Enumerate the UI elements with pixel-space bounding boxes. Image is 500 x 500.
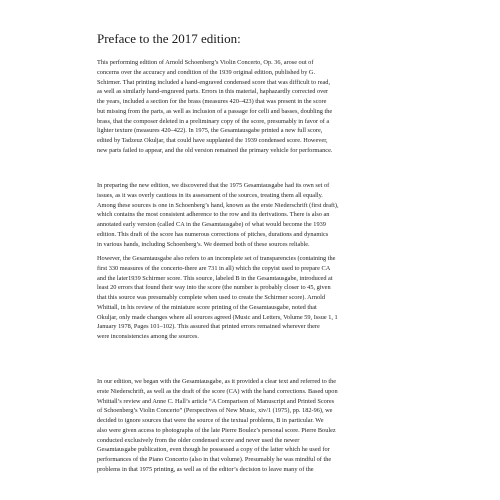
text-line: annotated early version (called CA in the Gesamtausgabe) of what would become the 1939 [97,221,326,228]
text-line: the years, included a section for the brass (measures 420–423) that was present in the score [97,98,327,105]
text-line: Among these sources is one in Schoenberg’s hand, known as the erste Niederschrift (first draft), [97,201,339,209]
text-line: Whittall’s review and Anne C. Hall’s article “A Comparison of Manuscript and Printed Scores [97,397,335,405]
text-line: issues, as it was overly cautious in its assessment of the sources, treating them all equally. [97,191,323,199]
text-line: In our edition, we began with the Gesamtausgabe, as it provided a clear text and referred to the [97,378,337,385]
text-line: problems in that 1975 printing, as well as of the editor’s decision to leave many of the [97,465,314,473]
text-line: new parts failed to appear, and the old version remained the primary vehicle for performance. [97,146,333,154]
text-line: erste Niederschrift, as well as the draft of the score (CA) with the hand corrections. Based upon [97,387,338,395]
text-line: that this source was presumably complete when used to create the Schirmer score). Arnold [97,294,326,301]
text-line: brass, that the composer deleted in a preliminary copy of the score, presumably in favor of a [97,117,330,125]
text-line: In preparing the new edition, we discovered that the 1975 Gesamtausgabe had its own set of [97,182,330,189]
text-line: concerns over the accuracy and condition of the 1939 original edition, published by G. [97,68,316,76]
page-title: Preface to the 2017 edition: [97,31,241,46]
text-line: This performing edition of Arnold Schoenberg’s Violin Concerto, Op. 36, arose out of [97,59,314,66]
text-line: However, the Gesamtausgabe also refers to an incomplete set of transparencies (containing the [97,255,336,262]
text-line: Schirmer. That printing included a hand-engraved condensed score that was difficult to read, [97,78,331,86]
text-line: but missing from the parts, as well as inclusion of a passage for celli and basses, doubling the [97,107,333,115]
text-line: as well as similarly hand-engraved parts. Errors in this material, haphazardly corrected over [97,88,329,96]
text-line: in various hands, including Schoenberg’s. We deemed both of these sources reliable. [97,240,310,248]
text-line: of Schoenberg’s Violin Concerto” (Perspectives of New Music, xiv/1 (1975), pp. 182-96), we [97,407,333,415]
paragraph-2 [97,181,437,249]
paragraph-1 [97,58,437,156]
paragraph-4 [97,377,437,475]
text-line: first 330 measures of the concerto-there are 731 in all) which the copyist used to prepare CA [97,264,331,272]
text-line: Gesamtausgabe publication, even though he possessed a copy of the latter which he used for [97,446,330,454]
text-line: and the later1939 Schirmer score. This source, labeled B in the Gesamtausgabe, introduced at [97,274,333,282]
text-line: conducted exclusively from the older condensed score and never used the newer [97,436,300,444]
text-line: lighter texture (measures 420–422). In 1975, the Gesamtausgabe printed a new full score, [97,127,323,135]
text-line: which contains the most consistent adherence to the row and its derivations. There is also an [97,211,330,219]
text-line: performances of the Piano Concerto (also in that volume). Presumably he was mindful of the [97,456,332,463]
text-line: Okuljar, only made changes where all sources agreed (Music and Letters, Volume 59, Issue 1, 1 [97,313,338,321]
text-line: least 20 errors that found their way into the score (the number is probably closer to 45, given [97,284,331,292]
text-line: edition. This draft of the score has numerous corrections of pitches, durations and dynamics [97,230,329,238]
text-line: also were given access to photographs of the late Pierre Boulez’s personal score. Pierre Boulez [97,426,336,434]
text-line: Whittall, in his review of the miniature score printing of the Gesamtausgabe, noted that [97,303,317,311]
text-line: edited by Tadzeuz Okuljar, that could have supplanted the 1939 condensed score. However, [97,137,328,144]
text-line: January 1978, Pages 101–102). This assured that printed errors remained wherever there [97,323,320,331]
text-line: were inconsistencies among the sources. [97,333,199,340]
paragraph-3 [97,254,437,342]
text-line: decided to ignore sources that were the source of the textual problems, B in particular. We [97,417,324,424]
